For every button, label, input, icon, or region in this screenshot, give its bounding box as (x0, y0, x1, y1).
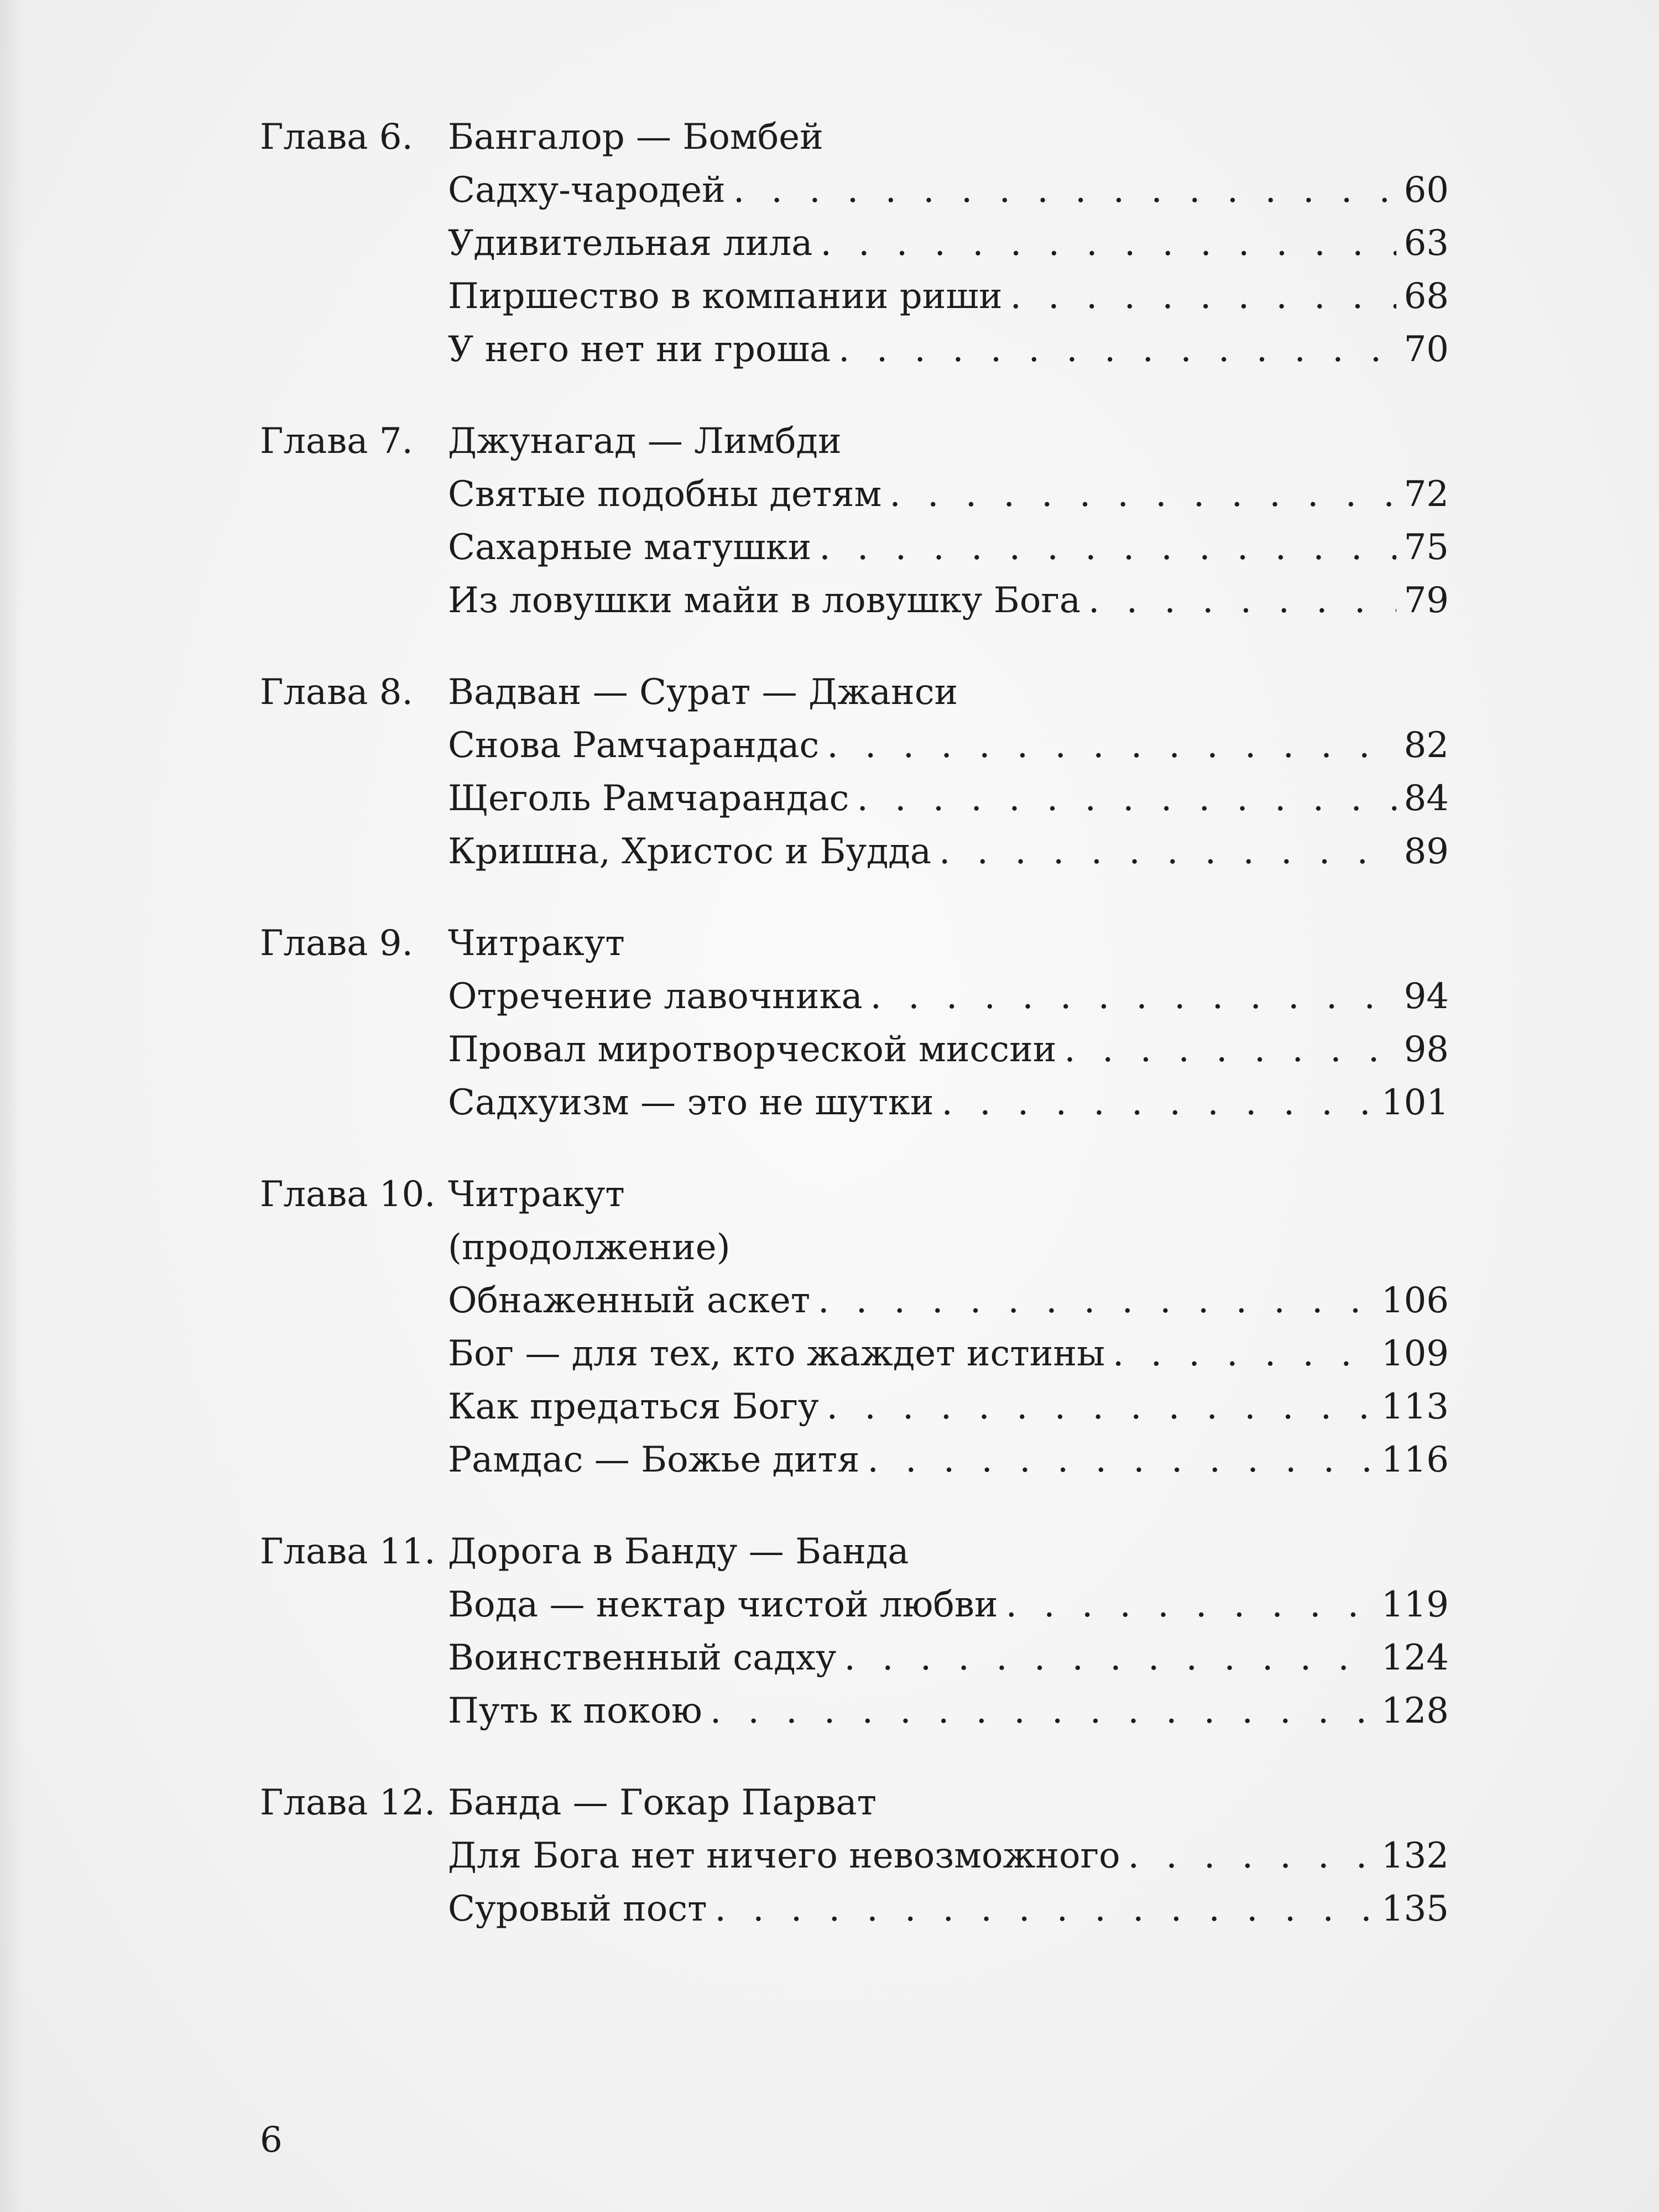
toc-entry (260, 1829, 1449, 1882)
chapter-title: Вадван — Сурат — Джанси (448, 672, 958, 713)
page-edge-shadow (0, 0, 22, 2212)
toc-entry-page: 101 (1381, 1082, 1449, 1123)
dot-leader (1010, 270, 1396, 323)
chapter-6 (260, 111, 1449, 376)
toc-entry (260, 323, 1449, 376)
toc-entry-page: 132 (1381, 1835, 1449, 1876)
toc-entry-title: Садхуизм — это не шутки (448, 1082, 934, 1123)
toc-entry (260, 164, 1449, 217)
toc-entry-page: 82 (1404, 725, 1449, 766)
chapter-title: Бангалор — Бомбей (448, 117, 823, 158)
toc-entry-title: Вода — нектар чистой любви (448, 1584, 998, 1625)
dot-leader (1113, 1327, 1374, 1380)
toc-entry-title: Кришна, Христос и Будда (448, 831, 931, 872)
toc-entry (260, 825, 1449, 878)
dot-leader (819, 521, 1396, 574)
dot-leader (827, 1380, 1374, 1433)
chapter-title: Джунагад — Лимбди (448, 421, 842, 462)
toc-entry-title: Провал миротворческой миссии (448, 1029, 1057, 1070)
toc-entry-page: 75 (1404, 527, 1449, 568)
toc-entry-page: 116 (1381, 1439, 1449, 1480)
chapter-number: Глава 12. (260, 1782, 436, 1823)
toc-entry-title: У него нет ни гроша (448, 329, 831, 370)
dot-leader (827, 719, 1396, 772)
toc-entry-page: 98 (1404, 1029, 1449, 1070)
chapter-12 (260, 1776, 1449, 1936)
chapter-heading (260, 1525, 1449, 1578)
chapter-number: Глава 6. (260, 117, 413, 158)
chapter-heading (260, 111, 1449, 164)
toc-entry (260, 772, 1449, 825)
toc-entry-title: Бог — для тех, кто жаждет истины (448, 1333, 1105, 1374)
chapter-heading (260, 415, 1449, 468)
dot-leader (1064, 1023, 1396, 1076)
chapter-title: Дорога в Банду — Банда (448, 1531, 909, 1572)
chapter-11 (260, 1525, 1449, 1738)
chapter-heading (260, 666, 1449, 719)
toc-entry (260, 521, 1449, 574)
toc-entry-title: Как предаться Богу (448, 1386, 819, 1427)
chapter-number: Глава 10. (260, 1174, 436, 1215)
chapter-8 (260, 666, 1449, 878)
page-number: 6 (260, 2120, 283, 2161)
dot-leader (733, 164, 1396, 217)
chapter-title: Банда — Гокар Парват (448, 1782, 877, 1823)
chapter-heading (260, 1168, 1449, 1221)
toc-entry-title: Обнаженный аскет (448, 1280, 811, 1321)
toc-entry-title: Святые подобны детям (448, 474, 882, 515)
toc-entry (260, 574, 1449, 627)
toc-entry-page: 63 (1404, 223, 1449, 264)
toc-entry (260, 468, 1449, 521)
toc-entry-title: Пиршество в компании риши (448, 276, 1003, 317)
toc-entry (260, 1023, 1449, 1076)
toc-entry-page: 68 (1404, 276, 1449, 317)
toc-entry (260, 1274, 1449, 1327)
toc-entry-title: Из ловушки майи в ловушку Бога (448, 580, 1081, 621)
toc-entry (260, 719, 1449, 772)
toc-entry (260, 1684, 1449, 1738)
dot-leader (710, 1684, 1374, 1738)
dot-leader (1006, 1578, 1374, 1631)
toc-entry-page: 94 (1404, 976, 1449, 1017)
dot-leader (889, 468, 1396, 521)
chapter-heading (260, 917, 1449, 970)
toc-entry (260, 1327, 1449, 1380)
toc-entry-title: Удивительная лила (448, 223, 813, 264)
dot-leader (844, 1631, 1373, 1684)
table-of-contents (260, 111, 1449, 1974)
toc-entry-title: Снова Рамчарандас (448, 725, 820, 766)
toc-entry-title: Суровый пост (448, 1888, 707, 1929)
chapter-title: Читракут (448, 1174, 625, 1215)
dot-leader (870, 970, 1396, 1023)
toc-entry-title: Воинственный садху (448, 1637, 837, 1678)
toc-entry (260, 1076, 1449, 1129)
dot-leader (838, 323, 1396, 376)
chapter-10 (260, 1168, 1449, 1486)
toc-entry (260, 1631, 1449, 1684)
toc-entry-page: 135 (1381, 1888, 1449, 1929)
dot-leader (820, 217, 1396, 270)
chapter-number: Глава 11. (260, 1531, 436, 1572)
chapter-9 (260, 917, 1449, 1129)
dot-leader (857, 772, 1396, 825)
toc-entry-page: 124 (1381, 1637, 1449, 1678)
chapter-number: Глава 8. (260, 672, 413, 713)
chapter-number: Глава 9. (260, 923, 413, 964)
dot-leader (867, 1433, 1373, 1486)
dot-leader (818, 1274, 1374, 1327)
dot-leader (715, 1882, 1374, 1936)
toc-entry (260, 270, 1449, 323)
toc-entry (260, 970, 1449, 1023)
toc-entry-title: Щеголь Рамчарандас (448, 778, 849, 819)
toc-entry (260, 1433, 1449, 1486)
toc-entry-page: 128 (1381, 1691, 1449, 1731)
toc-entry-page: 89 (1404, 831, 1449, 872)
toc-entry-title: Рамдас — Божье дитя (448, 1439, 860, 1480)
toc-entry-page: 79 (1404, 580, 1449, 621)
toc-entry-page: 84 (1404, 778, 1449, 819)
chapter-heading (260, 1776, 1449, 1829)
dot-leader (939, 825, 1396, 878)
chapter-title-continued: (продолжение) (448, 1227, 731, 1268)
toc-entry (260, 1578, 1449, 1631)
chapter-title: Читракут (448, 923, 625, 964)
dot-leader (1088, 574, 1396, 627)
dot-leader (1128, 1829, 1374, 1882)
toc-entry-title: Для Бога нет ничего невозможного (448, 1835, 1120, 1876)
chapter-number: Глава 7. (260, 421, 413, 462)
toc-entry-title: Садху-чародей (448, 170, 726, 211)
toc-entry-page: 106 (1381, 1280, 1449, 1321)
dot-leader (942, 1076, 1374, 1129)
toc-entry-page: 70 (1404, 329, 1449, 370)
toc-entry-page: 119 (1381, 1584, 1449, 1625)
toc-entry-page: 113 (1381, 1386, 1449, 1427)
toc-entry (260, 217, 1449, 270)
toc-entry-title: Отречение лавочника (448, 976, 863, 1017)
toc-entry (260, 1380, 1449, 1433)
toc-entry-title: Сахарные матушки (448, 527, 812, 568)
toc-entry-title: Путь к покою (448, 1691, 702, 1731)
chapter-7 (260, 415, 1449, 627)
toc-entry-page: 72 (1404, 474, 1449, 515)
toc-entry-page: 109 (1381, 1333, 1449, 1374)
toc-entry (260, 1882, 1449, 1936)
toc-entry-page: 60 (1404, 170, 1449, 211)
